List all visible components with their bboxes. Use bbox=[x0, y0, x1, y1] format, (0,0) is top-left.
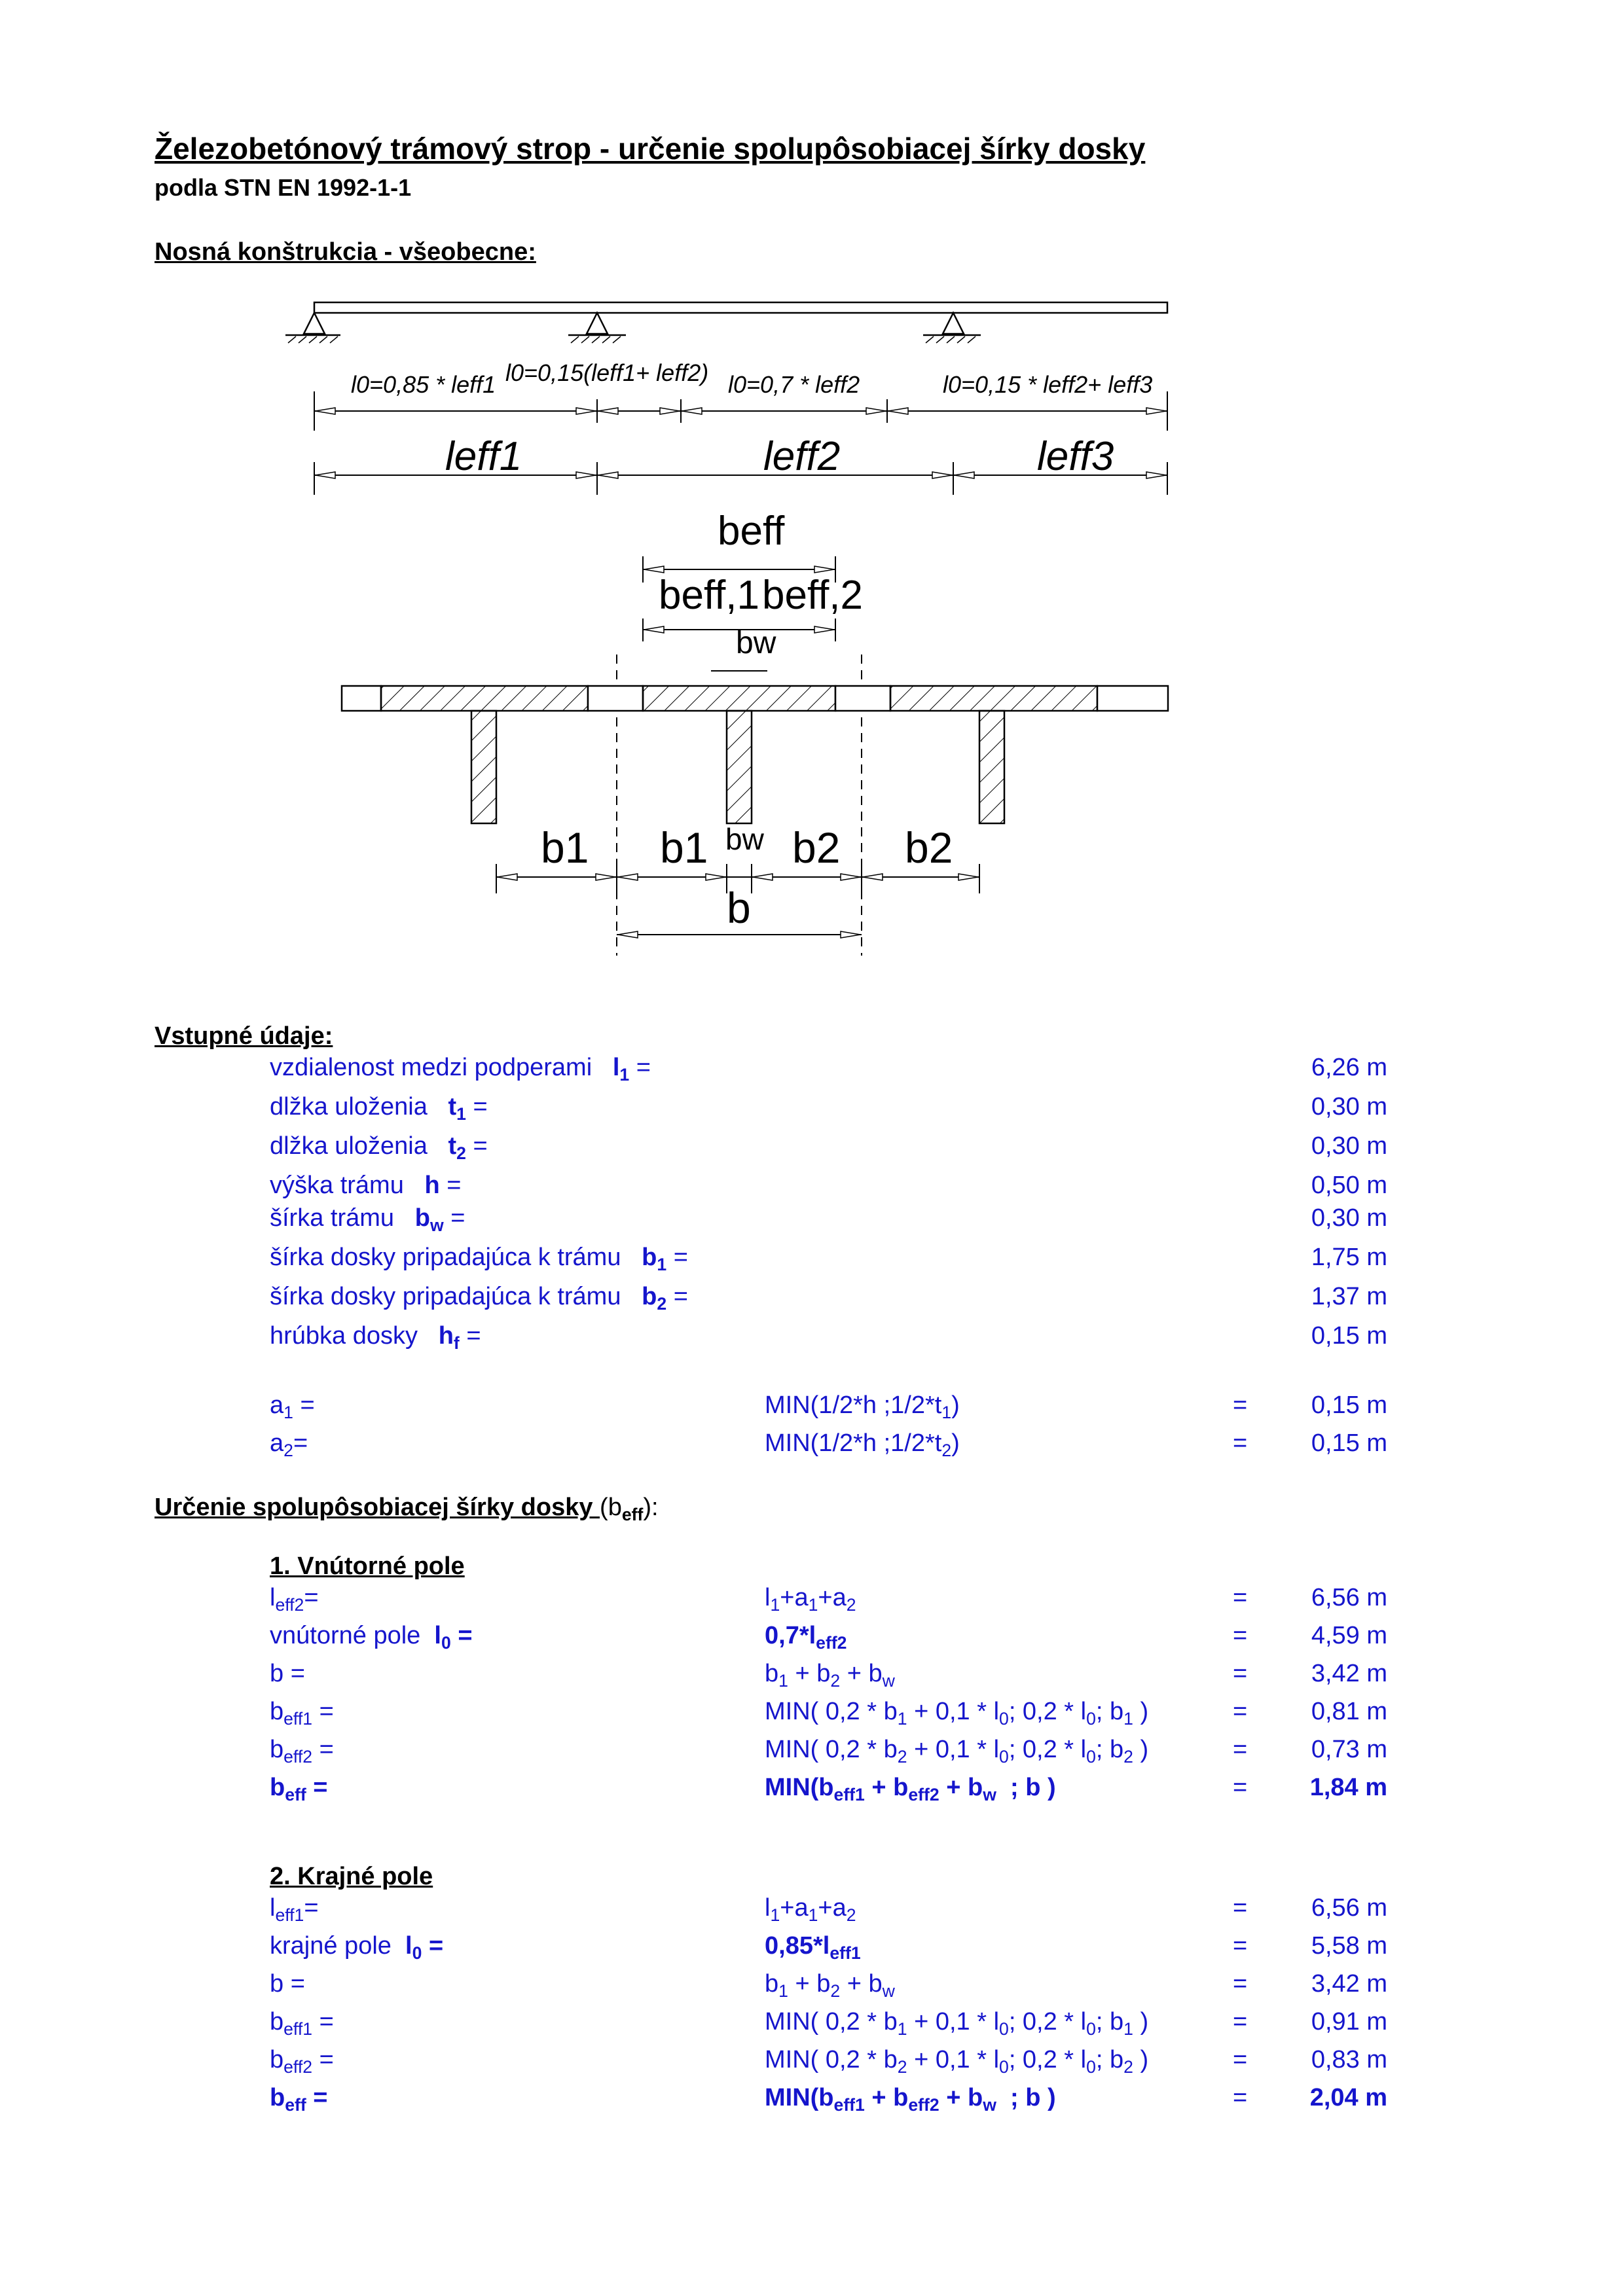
input-label-text: šírka dosky pripadajúca k trámu bbox=[270, 1283, 621, 1310]
structural-diagram bbox=[0, 275, 1623, 995]
a-label bbox=[270, 1429, 308, 1458]
input-symbol: t bbox=[448, 1132, 457, 1160]
a-label-subscript: 2 bbox=[283, 1440, 293, 1460]
input-label-text: šírka dosky pripadajúca k trámu bbox=[270, 1244, 621, 1271]
edge-l0-value: 5,58 m bbox=[1311, 1932, 1387, 1960]
input-value: 0,30 m bbox=[1311, 1093, 1387, 1121]
edge-b-value: 3,42 m bbox=[1311, 1970, 1387, 1998]
a-row bbox=[0, 1429, 1623, 1463]
formula-inner-l0: l0=0,7 * leff2 bbox=[728, 371, 860, 398]
edge-beff1-value: 0,91 m bbox=[1311, 2008, 1387, 2036]
input-label-text: dlžka uloženia bbox=[270, 1132, 428, 1160]
edge-beff-value: 2,04 m bbox=[1309, 2084, 1387, 2111]
label-beff1: beff,1 bbox=[659, 573, 760, 618]
slab-gap-1 bbox=[588, 686, 643, 711]
label-beff: beff bbox=[718, 509, 785, 554]
input-suffix: = bbox=[465, 1093, 488, 1121]
a-value: 0,15 m bbox=[1311, 1391, 1387, 1419]
input-value: 0,30 m bbox=[1311, 1204, 1387, 1232]
label-b1-right: b1 bbox=[660, 823, 708, 872]
a-formula bbox=[765, 1391, 960, 1420]
slab-segment-1 bbox=[381, 686, 588, 711]
input-value: 6,26 m bbox=[1311, 1054, 1387, 1081]
web-middle bbox=[727, 711, 752, 823]
edge-leff-row bbox=[0, 1894, 1623, 1928]
input-label bbox=[270, 1204, 465, 1235]
section-determination-heading: Určenie spolupôsobiacej šírky dosky $(b_{eff})$: bbox=[155, 1494, 659, 1524]
label-leff3: leff3 bbox=[1037, 434, 1114, 479]
eq-sign: = bbox=[1233, 1622, 1248, 1649]
inner-leff-row bbox=[0, 1584, 1623, 1618]
edge-l0-formula-text: 0,85*l bbox=[765, 1932, 830, 1960]
label-b-total: b bbox=[727, 884, 751, 932]
eq-sign: = bbox=[1233, 1429, 1248, 1457]
input-symbol-subscript: 1 bbox=[657, 1254, 667, 1274]
inner-l0-label-text: vnútorné pole bbox=[270, 1622, 421, 1649]
input-symbol: b bbox=[642, 1244, 657, 1271]
input-symbol: b bbox=[414, 1204, 430, 1232]
input-label bbox=[270, 1093, 488, 1124]
edge-beff2-value: 0,83 m bbox=[1311, 2046, 1387, 2073]
inner-l0-label: vnútorné pole $l_0$ = bbox=[270, 1622, 473, 1653]
input-label-text: výška trámu bbox=[270, 1172, 404, 1199]
formula-edge-l0: l0=0,85 * leff1 bbox=[351, 371, 496, 398]
edge-b-row bbox=[0, 1970, 1623, 2004]
web-right bbox=[979, 711, 1004, 823]
inner-beff-formula: $MIN(b_{eff1} + b_{eff2} + b_w$ ; b ) bbox=[765, 1774, 1056, 1804]
eq-sign: = bbox=[1233, 1970, 1248, 1998]
edge-beff-row bbox=[0, 2084, 1623, 2118]
input-suffix: = bbox=[439, 1172, 462, 1199]
edge-l0-label-text: krajné pole bbox=[270, 1932, 392, 1960]
a-formula-close: ) bbox=[951, 1391, 960, 1419]
inner-beff-value: 1,84 m bbox=[1309, 1774, 1387, 1801]
input-row bbox=[0, 1054, 1623, 1088]
inner-beff1-label: $b_{eff1}$ = bbox=[270, 1698, 334, 1729]
a-label-text: a bbox=[270, 1391, 284, 1419]
edge-beff2-label: $b_{eff2}$ = bbox=[270, 2046, 334, 2077]
label-beff2: beff,2 bbox=[762, 573, 864, 618]
a-formula-subscript: 2 bbox=[941, 1440, 952, 1460]
inner-leff-label: $l_{eff2}=$ bbox=[270, 1584, 319, 1615]
edge-leff-value: 6,56 m bbox=[1311, 1894, 1387, 1922]
input-symbol: l bbox=[612, 1054, 620, 1081]
input-symbol-subscript: w bbox=[429, 1215, 444, 1235]
continuous-beam bbox=[314, 302, 1167, 313]
input-label bbox=[270, 1132, 488, 1163]
eq-sign: = bbox=[1233, 1698, 1248, 1725]
input-row bbox=[0, 1132, 1623, 1166]
label-b2-right: b2 bbox=[905, 823, 953, 872]
inner-beff1-formula: MIN( $0,2 * b_1 + 0,1 * l_0$; $0,2 * l_0$; $b_1$ ) bbox=[765, 1698, 1149, 1729]
input-symbol: b bbox=[642, 1283, 657, 1310]
edge-beff1-row bbox=[0, 2008, 1623, 2042]
inner-b-formula: $b_1 + b_2 + b_w$ bbox=[765, 1660, 895, 1691]
eq-sign: = bbox=[1233, 1660, 1248, 1687]
inner-beff2-label: $b_{eff2}$ = bbox=[270, 1736, 334, 1767]
support-left bbox=[285, 313, 340, 335]
input-value: 0,30 m bbox=[1311, 1132, 1387, 1160]
a-row bbox=[0, 1391, 1623, 1426]
inner-beff2-row bbox=[0, 1736, 1623, 1770]
edge-beff-label: $b_{eff}$ = bbox=[270, 2084, 328, 2115]
input-label bbox=[270, 1322, 481, 1353]
inner-l0-formula-text: 0,7*l bbox=[765, 1622, 816, 1649]
support-right bbox=[923, 313, 981, 335]
inner-beff1-value: 0,81 m bbox=[1311, 1698, 1387, 1725]
edge-b-label: b = bbox=[270, 1970, 305, 1998]
eq-sign: = bbox=[1233, 2084, 1248, 2111]
a-formula-text: MIN(1/2*h ;1/2*t bbox=[765, 1391, 942, 1419]
edge-l0-formula: $0,85*l_{eff1}$ bbox=[765, 1932, 861, 1963]
section-determination-suffix: ): bbox=[643, 1494, 659, 1521]
slab-right-edge bbox=[1097, 686, 1168, 711]
slab-gap-2 bbox=[835, 686, 890, 711]
eq-sign: = bbox=[1233, 2008, 1248, 2036]
input-label bbox=[270, 1172, 461, 1200]
input-suffix: = bbox=[459, 1322, 481, 1350]
inner-l0-formula: $0,7*l_{eff2}$ bbox=[765, 1622, 847, 1653]
eq-sign: = bbox=[1233, 1391, 1248, 1419]
eq-sign: = bbox=[1233, 2046, 1248, 2073]
input-suffix: = bbox=[666, 1244, 688, 1271]
edge-field-heading: 2. Krajné pole bbox=[270, 1863, 433, 1890]
support-middle bbox=[568, 313, 626, 335]
inner-l0-value: 4,59 m bbox=[1311, 1622, 1387, 1649]
a-formula-close: ) bbox=[951, 1429, 960, 1457]
label-leff1: leff1 bbox=[445, 434, 522, 479]
inner-leff-formula: $l_1+a_1+a_2$ bbox=[765, 1584, 856, 1615]
input-symbol: h bbox=[438, 1322, 454, 1350]
inner-beff-row bbox=[0, 1774, 1623, 1808]
edge-l0-row bbox=[0, 1932, 1623, 1966]
inner-l0-row bbox=[0, 1622, 1623, 1656]
input-label bbox=[270, 1054, 651, 1085]
input-value: 1,75 m bbox=[1311, 1244, 1387, 1271]
input-value: 1,37 m bbox=[1311, 1283, 1387, 1310]
inner-beff2-value: 0,73 m bbox=[1311, 1736, 1387, 1763]
a-label-subscript: 1 bbox=[283, 1402, 293, 1422]
input-row bbox=[0, 1204, 1623, 1238]
input-label-text: šírka trámu bbox=[270, 1204, 395, 1232]
input-suffix: = bbox=[666, 1283, 688, 1310]
edge-beff1-formula: MIN( $0,2 * b_1 + 0,1 * l_0$; $0,2 * l_0$; $b_1$ ) bbox=[765, 2008, 1149, 2039]
a-label-suffix: = bbox=[293, 1391, 315, 1419]
eq-sign: = bbox=[1233, 1894, 1248, 1922]
edge-beff1-label: $b_{eff1}$ = bbox=[270, 2008, 334, 2039]
input-row bbox=[0, 1172, 1623, 1206]
label-leff2: leff2 bbox=[763, 434, 841, 479]
input-symbol-subscript: 2 bbox=[657, 1293, 667, 1314]
input-suffix: = bbox=[465, 1132, 488, 1160]
input-row bbox=[0, 1283, 1623, 1317]
a-label-text: a bbox=[270, 1429, 284, 1457]
edge-beff-formula: $MIN(b_{eff1} + b_{eff2} + b_w$ ; b ) bbox=[765, 2084, 1056, 2115]
a-formula-subscript: 1 bbox=[941, 1402, 952, 1422]
input-suffix: = bbox=[443, 1204, 465, 1232]
input-value: 0,15 m bbox=[1311, 1322, 1387, 1350]
a-label-suffix: = bbox=[293, 1429, 308, 1457]
input-row bbox=[0, 1322, 1623, 1356]
edge-leff-label: $l_{eff1}=$ bbox=[270, 1894, 319, 1925]
inner-field-heading: 1. Vnútorné pole bbox=[270, 1552, 465, 1580]
eq-sign: = bbox=[1233, 1736, 1248, 1763]
page-subtitle: podla STN EN 1992-1-1 bbox=[155, 174, 412, 201]
input-row bbox=[0, 1093, 1623, 1127]
label-b2-left: b2 bbox=[792, 823, 841, 872]
inner-leff-value: 6,56 m bbox=[1311, 1584, 1387, 1611]
formula-edge2-l0: l0=0,15 * leff2+ leff3 bbox=[943, 371, 1153, 398]
input-symbol-subscript: f bbox=[453, 1333, 460, 1353]
label-bw-bottom: bw bbox=[725, 822, 764, 856]
inner-beff-label: $b_{eff}$ = bbox=[270, 1774, 328, 1804]
a-value: 0,15 m bbox=[1311, 1429, 1387, 1457]
edge-beff2-formula: MIN( $0,2 * b_2 + 0,1 * l_0$; $0,2 * l_0$; $b_2$ ) bbox=[765, 2046, 1149, 2077]
section-determination-text: Určenie spolupôsobiacej šírky dosky bbox=[155, 1494, 593, 1521]
label-bw-top: bw bbox=[736, 626, 776, 660]
section-inputs-heading: Vstupné údaje: bbox=[155, 1022, 333, 1050]
a-label bbox=[270, 1391, 315, 1420]
eq-sign: = bbox=[1233, 1932, 1248, 1960]
input-label-text: dlžka uloženia bbox=[270, 1093, 428, 1121]
input-symbol-subscript: 1 bbox=[619, 1064, 630, 1085]
input-row bbox=[0, 1244, 1623, 1278]
web-left bbox=[471, 711, 496, 823]
section-construction-heading: Nosná konštrukcia - všeobecne: bbox=[155, 238, 536, 266]
input-label-text: vzdialenost medzi podperami bbox=[270, 1054, 593, 1081]
edge-b-formula: $b_1 + b_2 + b_w$ bbox=[765, 1970, 895, 2001]
input-value: 0,50 m bbox=[1311, 1172, 1387, 1199]
slab-segment-3 bbox=[890, 686, 1097, 711]
a-formula-text: MIN(1/2*h ;1/2*t bbox=[765, 1429, 942, 1457]
eq-sign: = bbox=[1233, 1584, 1248, 1611]
inner-beff1-row bbox=[0, 1698, 1623, 1732]
label-b1-left: b1 bbox=[541, 823, 589, 872]
input-label bbox=[270, 1283, 688, 1314]
slab-segment-2 bbox=[643, 686, 835, 711]
input-symbol-subscript: 2 bbox=[456, 1143, 466, 1163]
slab-left-edge bbox=[342, 686, 381, 711]
formula-support-l0: l0=0,15(leff1+ leff2) bbox=[505, 359, 709, 386]
input-suffix: = bbox=[629, 1054, 651, 1081]
input-label-text: hrúbka dosky bbox=[270, 1322, 418, 1350]
input-symbol-subscript: 1 bbox=[456, 1103, 466, 1124]
inner-beff2-formula: MIN( $0,2 * b_2 + 0,1 * l_0$; $0,2 * l_0$; $b_2$ ) bbox=[765, 1736, 1149, 1767]
inner-b-row bbox=[0, 1660, 1623, 1694]
eq-sign: = bbox=[1233, 1774, 1248, 1801]
input-symbol: h bbox=[424, 1172, 440, 1199]
inner-b-value: 3,42 m bbox=[1311, 1660, 1387, 1687]
edge-leff-formula: $l_1+a_1+a_2$ bbox=[765, 1894, 856, 1925]
edge-l0-label: krajné pole $l_0$ = bbox=[270, 1932, 444, 1963]
a-formula bbox=[765, 1429, 960, 1458]
page-title: Železobetónový trámový strop - určenie spolupôsobiacej šírky dosky bbox=[155, 132, 1146, 166]
edge-beff2-row bbox=[0, 2046, 1623, 2080]
input-symbol: t bbox=[448, 1093, 457, 1121]
inner-b-label: b = bbox=[270, 1660, 305, 1687]
input-label bbox=[270, 1244, 688, 1272]
